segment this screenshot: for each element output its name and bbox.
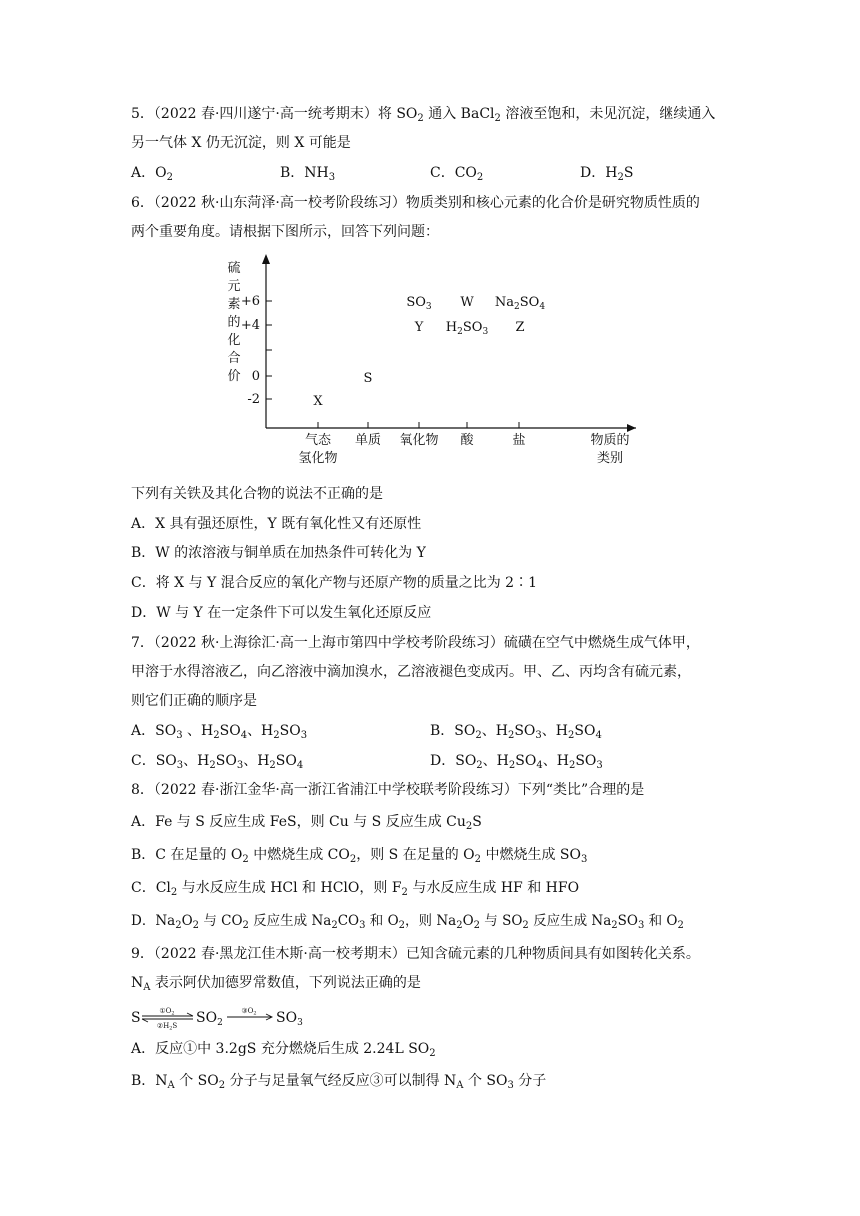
q7-option-d: D．$SO_2$、$H_2SO_4$、$H_2SO_3$ (430, 753, 603, 771)
q6-option-d: D．W 与 Y 在一定条件下可以发生氧化还原反应 (131, 605, 432, 621)
y-axis-label-char: 素 (227, 297, 241, 312)
scheme-so3: $SO_3$ (276, 1010, 303, 1028)
q6-option-b: B．W 的浓溶液与铜单质在加热条件可转化为 Y (131, 545, 426, 561)
q8-option-b: B．C 在足量的 $O_2$ 中燃烧生成 $CO_2$，则 S 在足量的 $O_2$ 中燃烧生成 $SO_3$ (131, 847, 588, 865)
x-category-label: 盐 (512, 433, 526, 448)
scheme-reagent-2: $②H_2S$ (156, 1022, 178, 1030)
point-s: S (363, 371, 373, 386)
y-axis-label-char: 的 (227, 315, 241, 330)
y-tick-label: +6 (240, 294, 260, 309)
q6-option-a: A．X 具有强还原性，Y 既有氧化性又有还原性 (131, 516, 422, 532)
x-category-label: 氧化物 (399, 433, 439, 448)
y-axis-label-char: 化 (227, 333, 241, 348)
y-tick-label: -2 (247, 392, 260, 407)
x-axis-arrow (627, 424, 636, 432)
q8-stem: 8．（2022 春·浙江金华·高一浙江省浦江中学校联考阶段练习）下列“类比”合理的是 (131, 782, 645, 798)
point-h2so3: $H_2SO_3$ (445, 320, 489, 337)
y-axis-label-char: 合 (227, 351, 241, 366)
x-category-label: 酸 (460, 433, 474, 448)
q9-option-a: A．反应①中 3.2gS 充分燃烧后生成 2.24L $SO_2$ (131, 1041, 436, 1059)
q8-option-a: A．Fe 与 S 反应生成 FeS，则 Cu 与 S 反应生成 $Cu_2S$ (131, 814, 482, 832)
q7-option-c: C．$SO_3$、$H_2SO_3$、$H_2SO_4$ (131, 753, 304, 771)
scheme-so2: $SO_2$ (196, 1010, 223, 1028)
y-axis-label-char: 价 (227, 369, 241, 384)
point-z: Z (515, 320, 525, 335)
point-na2so4: $Na_2SO_4$ (494, 295, 546, 312)
q6-question: 下列有关铁及其化合物的说法不正确的是 (131, 486, 383, 502)
y-axis-arrow (262, 254, 270, 264)
q5-option-a: A．$O_2$ (131, 165, 173, 183)
y-tick-label: +4 (240, 318, 260, 333)
x-axis-label: 类别 (596, 451, 624, 466)
y-tick-label: 0 (251, 369, 260, 384)
q5-stem-line1: 5．（2022 春·四川遂宁·高一统考期末）将 $SO_2$ 通入 BaCl$_2$ 溶液至饱和，未见沉淀，继续通入 (131, 106, 716, 124)
x-category-label: 氢化物 (298, 451, 338, 466)
q5-option-b: B．$NH_3$ (280, 165, 336, 183)
point-x: X (313, 394, 323, 409)
q5-option-d: D．$H_2S$ (580, 165, 634, 183)
q9-option-b: B．$N_A$ 个 $SO_2$ 分子与足量氧气经反应③可以制得 $N_A$ 个 $SO_3$ 分子 (131, 1073, 547, 1091)
q8-option-d: D．$Na_2O_2$ 与 $CO_2$ 反应生成 $Na_2CO_3$ 和 $O_2$，则 $Na_2O_2$ 与 $SO_2$ 反应生成 $Na_2SO_3$ 和 $O_2$ (131, 913, 684, 931)
q9-stem-line1: 9．（2022 春·黑龙江佳木斯·高一校考期末）已知含硫元素的几种物质间具有如图转化关系。 (131, 946, 700, 962)
scheme-reagent-3: $③O_2$ (241, 1007, 257, 1017)
q7-stem-line1: 7．（2022 秋·上海徐汇·高一上海市第四中学校考阶段练习）硫磺在空气中燃烧生成气体甲， (131, 635, 700, 651)
q9-stem-line2: $N_A$ 表示阿伏加德罗常数值，下列说法正确的是 (131, 975, 421, 993)
x-category-label: 单质 (354, 433, 382, 448)
q7-stem-line2: 甲溶于水得溶液乙，向乙溶液中滴加溴水，乙溶液褪色变成丙。甲、乙、丙均含有硫元素， (131, 664, 691, 680)
point-so3: $SO_3$ (406, 295, 432, 312)
q6-stem-line2: 两个重要角度。请根据下图所示，回答下列问题： (131, 224, 439, 240)
point-w: W (460, 295, 474, 310)
scheme-s: S (131, 1010, 141, 1026)
point-y: Y (414, 320, 424, 335)
q6-option-c: C．将 X 与 Y 混合反应的氧化产物与还原产物的质量之比为 2∶1 (131, 575, 537, 591)
q7-stem-line3: 则它们正确的顺序是 (131, 693, 257, 709)
q7-option-a: A．$SO_3$ 、$H_2SO_4$、$H_2SO_3$ (131, 723, 308, 741)
sulfur-valence-class-diagram (216, 252, 646, 472)
q8-option-c: C．$Cl_2$ 与水反应生成 HCl 和 HClO，则 $F_2$ 与水反应生成 HF 和 HFO (131, 880, 580, 898)
q6-stem-line1: 6．（2022 秋·山东菏泽·高一校考阶段练习）物质类别和核心元素的化合价是研究物质性质的 (131, 195, 700, 211)
q5-option-c: C．$CO_2$ (430, 165, 484, 183)
y-axis-label-char: 元 (227, 279, 241, 294)
scheme-reagent-1: $①O_2$ (159, 1007, 175, 1017)
q7-option-b: B．$SO_2$、$H_2SO_3$、$H_2SO_4$ (430, 723, 602, 741)
x-category-label: 气态 (304, 433, 332, 448)
q5-stem-line2: 另一气体 X 仍无沉淀，则 X 可能是 (131, 135, 351, 151)
sulfur-conversion-scheme (131, 1004, 331, 1030)
y-axis-label-char: 硫 (227, 261, 241, 276)
x-axis-label: 物质的 (590, 433, 630, 448)
